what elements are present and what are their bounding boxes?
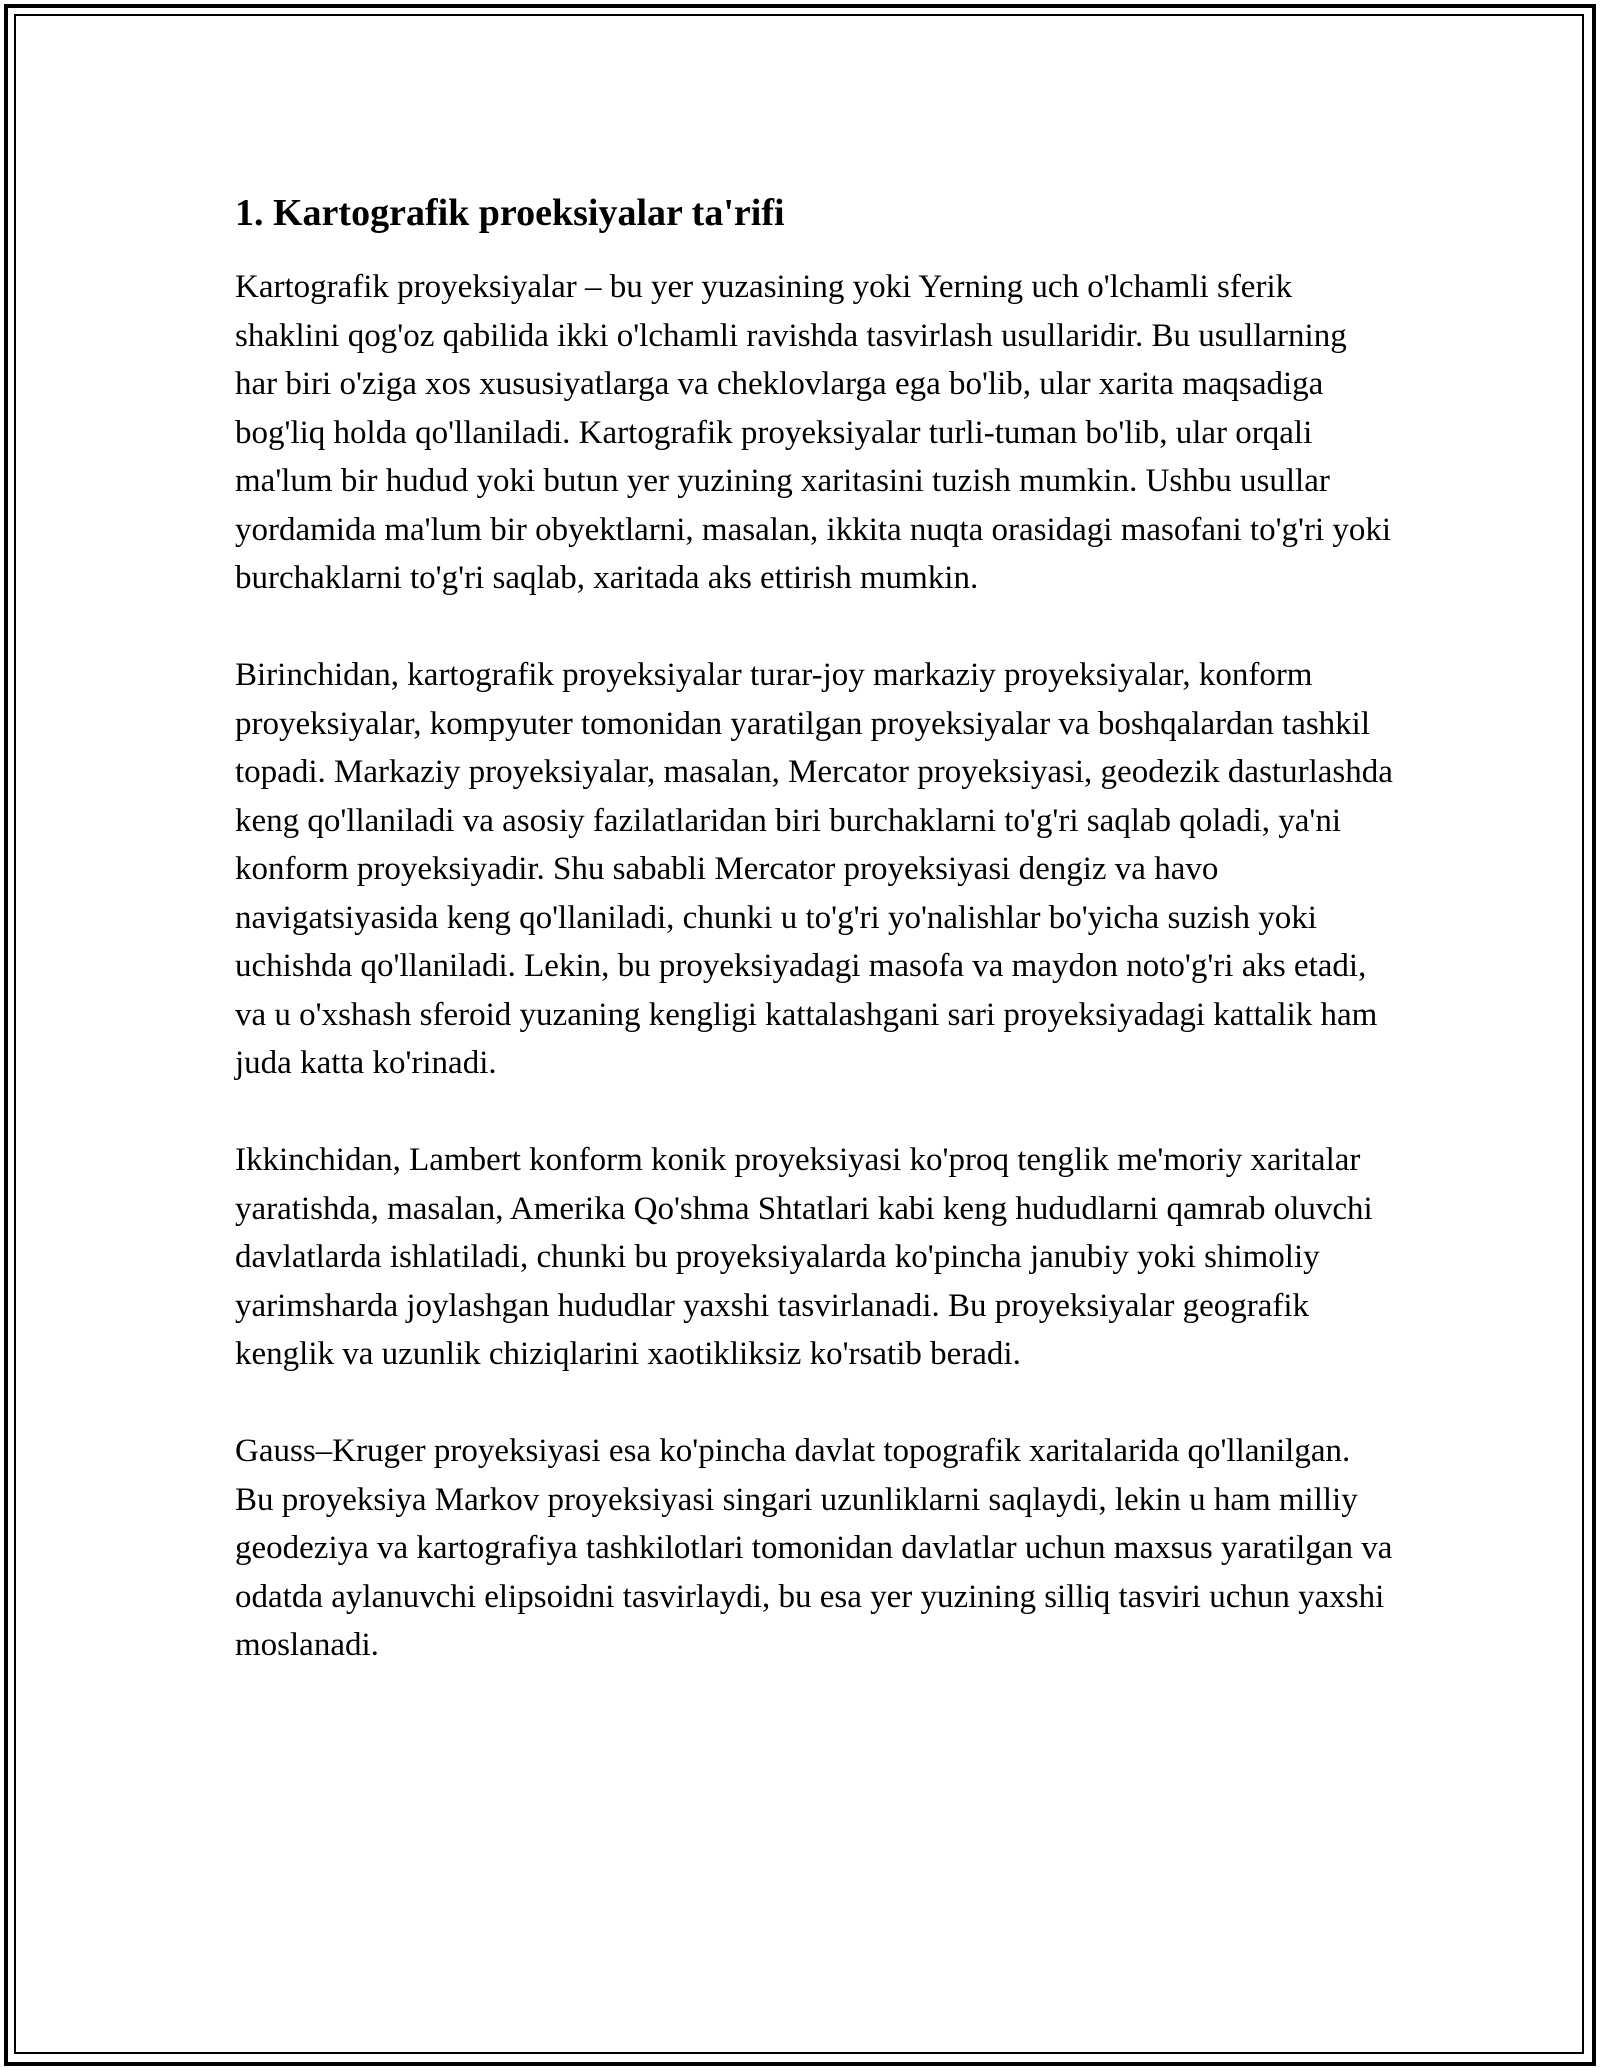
- document-body: [235, 185, 1395, 1718]
- paragraph-4: Gauss–Kruger proyeksiyasi esa ko'pincha davlat topografik xaritalarida qo'llanilgan. Bu proyeksiya Markov proyeksiyasi singari uzunliklarni saqlaydi, lekin u ham milliy geodeziya va kartografiya tashkilotlari tomonidan davlatlar uchun maxsus yaratilgan va odatda aylanuvchi elipsoidni tasvirlaydi, bu esa yer yuzining silliq tasviri uchun yaxshi moslanadi.: [235, 1433, 1393, 1663]
- page-title: 1. Kartografik proeksiyalar ta'rifi: [235, 192, 785, 234]
- paragraph-1: Kartografik proyeksiyalar – bu yer yuzasining yoki Yerning uch o'lchamli sferik shaklini qog'oz qabilida ikki o'lchamli ravishda tasvirlash usullaridir. Bu usullarning har biri o'ziga xos xususiyatlarga va cheklovlarga ega bo'lib, ular xarita maqsadiga bog'liq holda qo'llaniladi. Kartografik proyeksiyalar turli-tuman bo'lib, ular orqali ma'lum bir hudud yoki butun yer yuzining xaritasini tuzish mumkin. Ushbu usullar yordamida ma'lum bir obyektlarni, masalan, ikkita nuqta orasidagi masofani to'g'ri yoki burchaklarni to'g'ri saqlab, xaritada aks ettirish mumkin.: [235, 269, 1392, 596]
- paragraph-2: Birinchidan, kartografik proyeksiyalar turar-joy markaziy proyeksiyalar, konform proyeksiyalar, kompyuter tomonidan yaratilgan proyeksiyalar va boshqalardan tashkil topadi. Markaziy proyeksiyalar, masalan, Mercator proyeksiyasi, geodezik dasturlashda keng qo'llaniladi va asosiy fazilatlaridan biri burchaklarni to'g'ri saqlab qoladi, ya'ni konform proyeksiyadir. Shu sababli Mercator proyeksiyasi dengiz va havo navigatsiyasida keng qo'llaniladi, chunki u to'g'ri yo'nalishlar bo'yicha suzish yoki uchishda qo'llaniladi. Lekin, bu proyeksiyadagi masofa va maydon noto'g'ri aks etadi, va u o'xshash sferoid yuzaning kengligi kattalashgani sari proyeksiyadagi kattalik ham juda katta ko'rinadi.: [235, 657, 1393, 1081]
- paragraph-3: Ikkinchidan, Lambert konform konik proyeksiyasi ko'proq tenglik me'moriy xaritalar yaratishda, masalan, Amerika Qo'shma Shtatlari kabi keng hududlarni qamrab oluvchi davlatlarda ishlatiladi, chunki bu proyeksiyalarda ko'pincha janubiy yoki shimoliy yarimsharda joylashgan hududlar yaxshi tasvirlanadi. Bu proyeksiyalar geografik kenglik va uzunlik chiziqlarini xaotikliksiz ko'rsatib beradi.: [235, 1142, 1373, 1372]
